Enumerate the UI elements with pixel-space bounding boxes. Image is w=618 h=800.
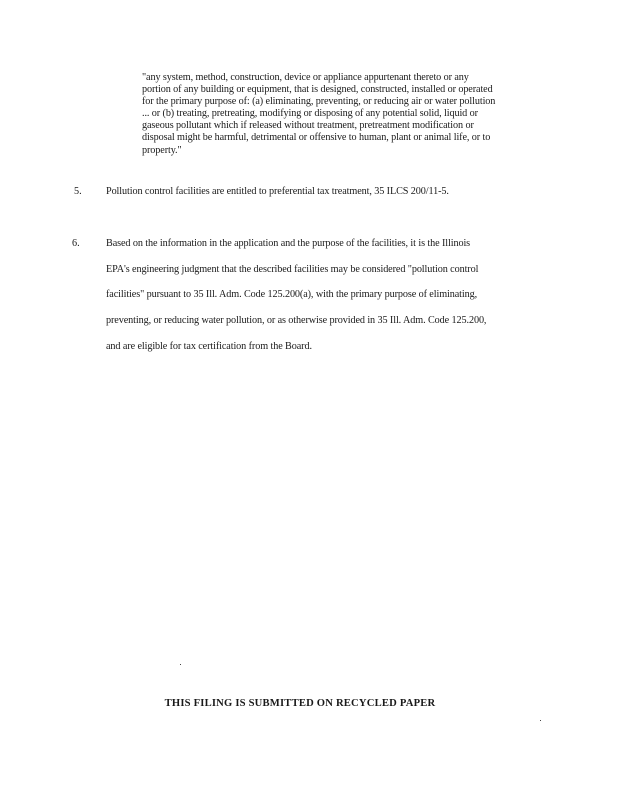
quote-line: gaseous pollutant which if released without treatment, pretreatment modification or [142,120,474,132]
quote-line: property." [142,144,182,156]
quote-line: portion of any building or equipment, that is designed, constructed, installed or operated [142,84,493,96]
paragraph-6-line: Based on the information in the application and the purpose of the facilities, it is the Illinois [106,238,471,249]
quote-line: ... or (b) treating, pretreating, modifying or disposing of any potential solid, liquid or [142,108,478,120]
quote-line: disposal might be harmful, detrimental or offensive to human, plant or animal life, or to [142,132,491,144]
paragraph-6-line: preventing, or reducing water pollution, or as otherwise provided in 35 Ill. Adm. Code 125.200, [106,315,487,327]
paragraph-5-text: Pollution control facilities are entitled to preferential tax treatment, 35 ILCS 200/11-5. [106,186,449,197]
recycled-paper-footer: THIS FILING IS SUBMITTED ON RECYCLED PAPER [164,698,436,709]
scan-speck [540,720,541,721]
paragraph-6-number: 6. [72,238,80,249]
paragraph-5-number: 5. [74,186,82,197]
paragraph-6-line: and are eligible for tax certification from the Board. [106,340,312,352]
quote-line: for the primary purpose of: (a) eliminating, preventing, or reducing air or water pollution [142,96,496,108]
paragraph-6-line: facilities" pursuant to 35 Ill. Adm. Code 125.200(a), with the primary purpose of eliminating, [106,289,478,301]
quote-line: "any system, method, construction, device or appliance appurtenant thereto or any [142,72,469,83]
quoted-definition [142,72,538,157]
paragraph-6-line: EPA's engineering judgment that the described facilities may be considered "pollution control [106,263,479,275]
paragraph-6-text [106,238,486,366]
scan-speck [180,664,181,665]
